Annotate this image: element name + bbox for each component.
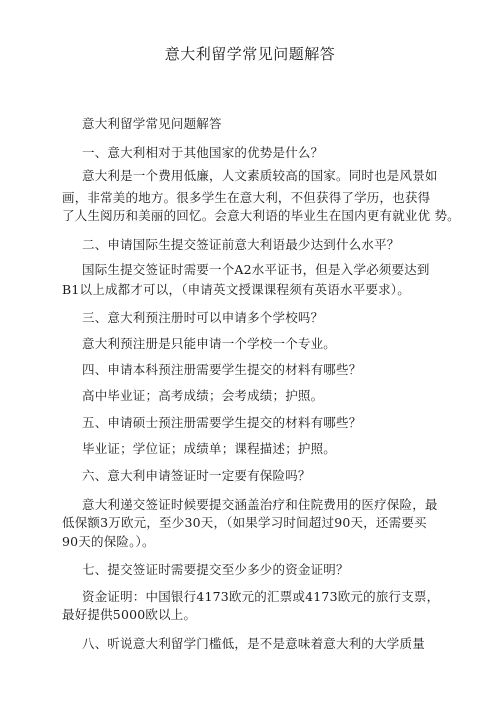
- question-6: 六、意大利申请签证时一定要有保险吗？: [82, 468, 311, 483]
- page-title: 意大利留学常见问题解答: [164, 45, 336, 63]
- answer-6-line-2: 低保额3万欧元，至少30天，（如果学习时间超过90天，还需要买: [62, 515, 427, 530]
- subtitle: 意大利留学常见问题解答: [82, 116, 222, 131]
- answer-7-line-2: 最好提供5000欧以上。: [62, 607, 197, 622]
- answer-6-line-3: 90天的保险。）。: [62, 534, 155, 549]
- answer-2-line-1: 国际生提交签证时需要一个A2水平证书，但是入学必须要达到: [82, 262, 430, 277]
- answer-1-line-1: 意大利是一个费用低廉，人文素质较高的国家。同时也是风景如: [82, 168, 438, 183]
- question-1: 一、意大利相对于其他国家的优势是什么？: [82, 145, 324, 160]
- answer-6-line-1: 意大利递交签证时候要提交涵盖治疗和住院费用的医疗保险，最: [82, 497, 438, 512]
- question-5: 五、申请硕士预注册需要学生提交的材料有哪些？: [82, 415, 362, 430]
- answer-2-line-2: B1以上成都才可以，（申请英文授课课程须有英语水平要求）。: [62, 282, 410, 297]
- answer-3: 意大利预注册是只能申请一个学校一个专业。: [82, 336, 337, 351]
- question-2: 二、申请国际生提交签证前意大利语最少达到什么水平？: [82, 237, 400, 252]
- answer-5: 毕业证；学位证；成绩单；课程描述；护照。: [82, 441, 337, 456]
- answer-1-line-3: 了人生阅历和美丽的回忆。会意大利语的毕业生在国内更有就业优 势。: [62, 208, 460, 223]
- question-4: 四、申请本科预注册需要学生提交的材料有哪些？: [82, 362, 362, 377]
- question-8: 八、听说意大利留学门槛低，是不是意味着意大利的大学质量: [82, 636, 425, 651]
- question-7: 七、提交签证时需要提交至少多少的资金证明？: [82, 562, 349, 577]
- answer-7-line-1: 资金证明：中国银行4173欧元的汇票或4173欧元的旅行支票，: [82, 589, 440, 604]
- question-3: 三、意大利预注册时可以申请多个学校吗？: [82, 310, 324, 325]
- answer-1-line-2: 画，非常美的地方。很多学生在意大利，不但获得了学历，也获得: [62, 190, 431, 205]
- answer-4: 高中毕业证；高考成绩；会考成绩；护照。: [82, 388, 324, 403]
